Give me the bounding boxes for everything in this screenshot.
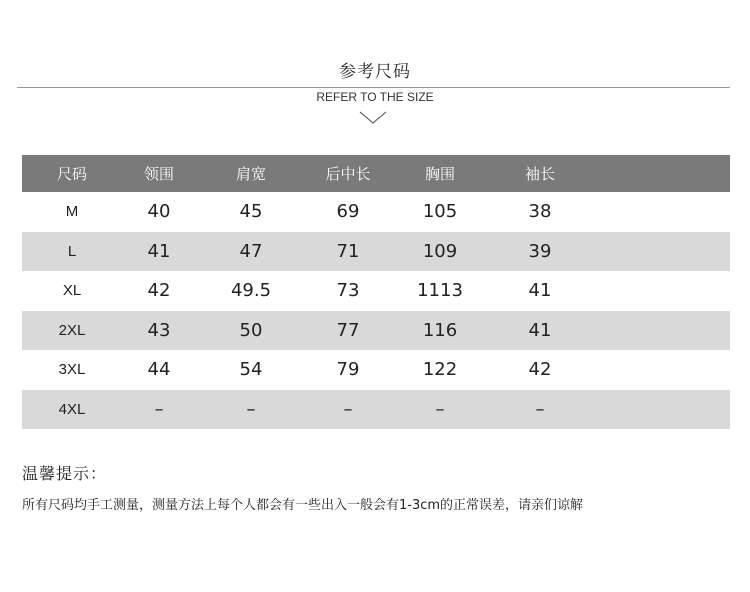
column-header: 肩宽: [235, 165, 266, 183]
value-cell: 45: [239, 201, 263, 223]
value-cell: 122: [422, 359, 458, 381]
size-cell: 4XL: [58, 400, 86, 418]
value-cell: 44: [147, 359, 171, 381]
value-cell: 42: [528, 359, 552, 381]
table-row: [22, 192, 730, 232]
table-row: [22, 271, 730, 311]
value-cell: 47: [239, 240, 263, 262]
column-header: 尺码: [56, 165, 87, 183]
value-cell: 1113: [417, 280, 463, 302]
size-cell: 3XL: [58, 361, 86, 379]
size-cell: 2XL: [58, 321, 86, 339]
value-cell: 41: [528, 319, 552, 341]
size-table: [22, 155, 730, 429]
page-title: 参考尺码: [339, 62, 411, 82]
value-cell: 116: [422, 319, 458, 341]
column-header: 后中长: [325, 165, 371, 183]
table-header-row: [22, 155, 730, 192]
value-cell: 38: [528, 201, 552, 223]
value-cell: 43: [147, 319, 171, 341]
value-cell: –: [246, 398, 256, 420]
value-cell: 69: [336, 201, 360, 223]
page-subtitle: REFER TO THE SIZE: [316, 90, 434, 104]
value-cell: 50: [239, 319, 263, 341]
title-divider: [17, 87, 730, 88]
size-cell: L: [67, 242, 77, 260]
table-row: [22, 311, 730, 351]
column-header: 胸围: [424, 165, 455, 183]
size-cell: M: [65, 203, 79, 221]
value-cell: 71: [336, 240, 360, 262]
value-cell: –: [435, 398, 445, 420]
column-header: 领围: [143, 165, 174, 183]
value-cell: 73: [336, 280, 360, 302]
value-cell: –: [343, 398, 353, 420]
chevron-down-icon: [358, 110, 388, 126]
value-cell: 41: [528, 280, 552, 302]
value-cell: 49.5: [230, 280, 272, 302]
table-row: [22, 350, 730, 390]
value-cell: 79: [336, 359, 360, 381]
value-cell: 105: [422, 201, 458, 223]
value-cell: 54: [239, 359, 263, 381]
table-row: [22, 390, 730, 430]
column-header: 袖长: [524, 165, 555, 183]
value-cell: 41: [147, 240, 171, 262]
value-cell: 39: [528, 240, 552, 262]
value-cell: 40: [147, 201, 171, 223]
notes-text: 所有尺码均手工测量，测量方法上每个人都会有一些出入一般会有1-3cm的正常误差，请亲们谅解: [22, 498, 584, 513]
value-cell: –: [535, 398, 545, 420]
value-cell: –: [154, 398, 164, 420]
notes-title: 温馨提示：: [22, 464, 108, 483]
value-cell: 42: [147, 280, 171, 302]
table-row: [22, 232, 730, 272]
size-cell: XL: [62, 282, 82, 300]
value-cell: 77: [336, 319, 360, 341]
value-cell: 109: [422, 240, 458, 262]
